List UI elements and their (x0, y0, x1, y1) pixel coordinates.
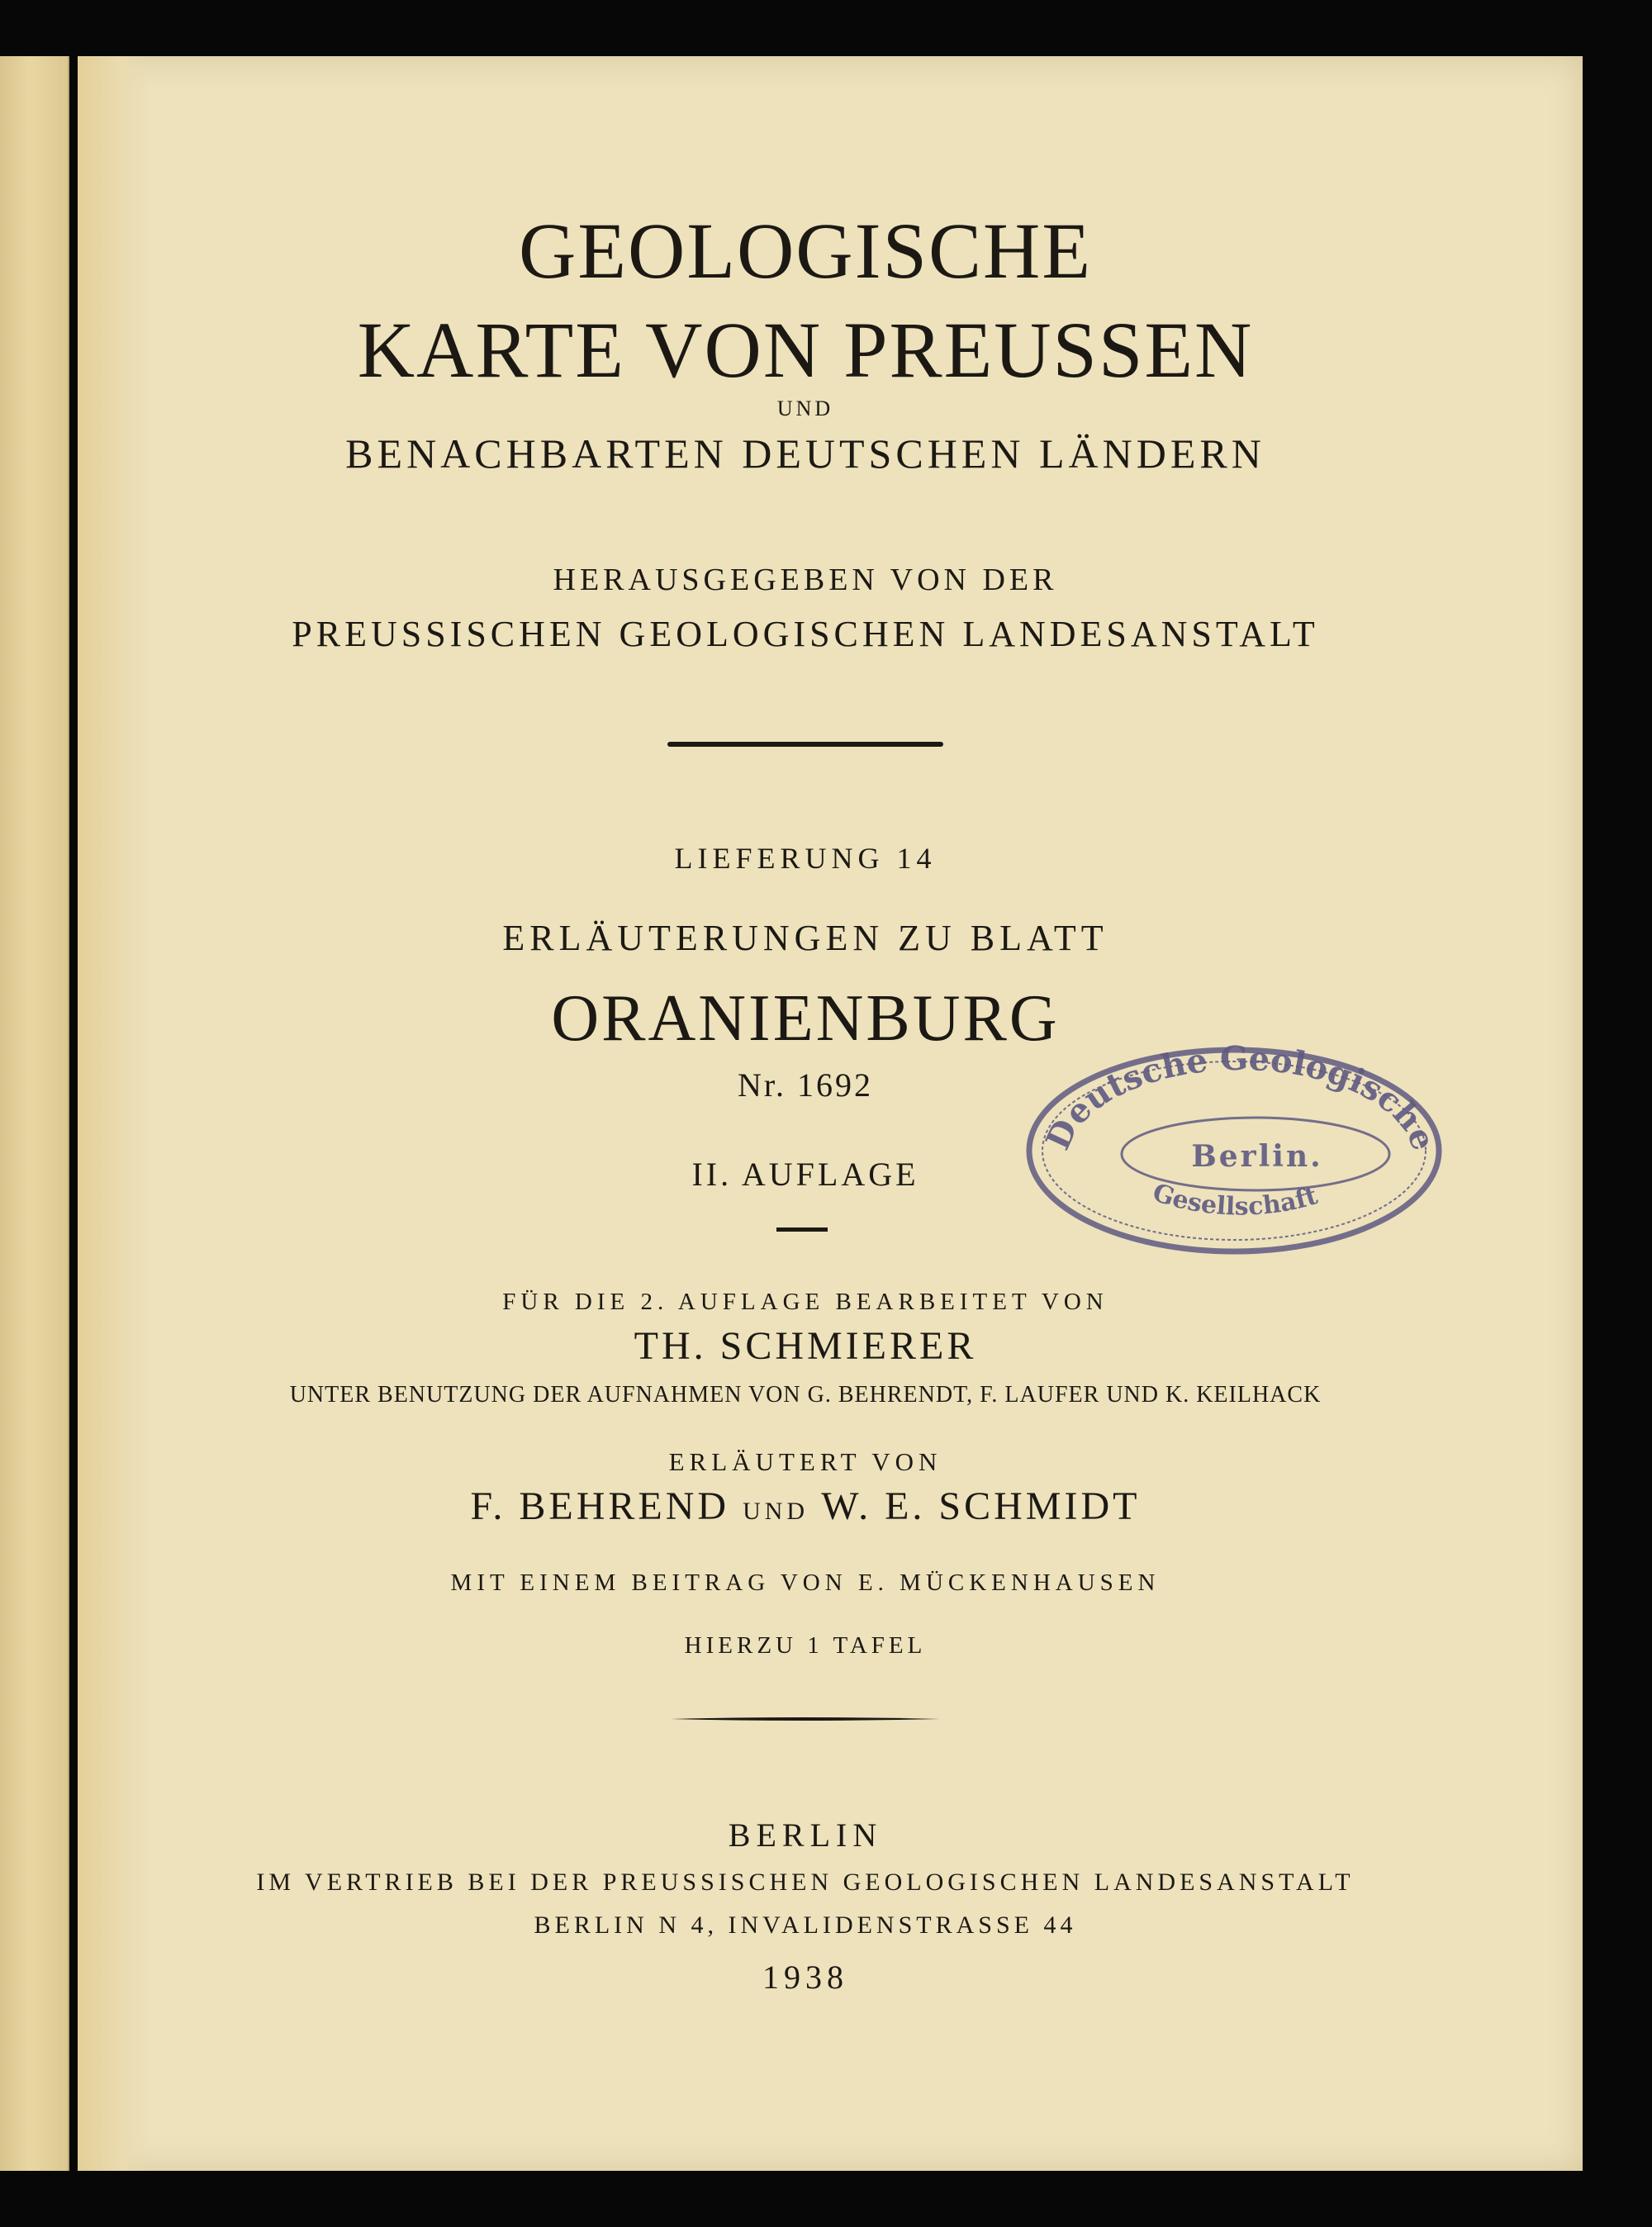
explained-by-label: ERLÄUTERT VON (668, 1447, 942, 1476)
series-title-line-1: GEOLOGISCHE (519, 207, 1092, 295)
series-title-connector: UND (776, 396, 834, 420)
series-title-line-2: KARTE VON PREUSSEN (357, 306, 1254, 394)
short-divider-rule (776, 1227, 828, 1232)
author-1: F. BEHREND (470, 1484, 730, 1528)
imprint-distribution: IM VERTRIEB BEI DER PREUSSISCHEN GEOLOGISCHEN LANDESANSTALT (256, 1868, 1355, 1896)
publisher-line-1: HERAUSGEGEBEN VON DER (553, 563, 1058, 597)
reviser-name: TH. SCHMIERER (634, 1324, 977, 1368)
stamp-bottom-text: Gesellschaft (1148, 1178, 1322, 1222)
library-stamp (1009, 1037, 1455, 1268)
plates-note: HIERZU 1 TAFEL (684, 1632, 927, 1659)
imprint-city: BERLIN (728, 1816, 883, 1854)
sheet-number: Nr. 1692 (738, 1066, 873, 1104)
publisher-line-2: PREUSSISCHEN GEOLOGISCHEN LANDESANSTALT (292, 614, 1319, 654)
svg-text:Gesellschaft (1149, 1178, 1321, 1222)
revised-for-label: FÜR DIE 2. AUFLAGE BEARBEITET VON (502, 1289, 1108, 1315)
section-divider-rule (667, 742, 943, 747)
author-connector: UND (743, 1498, 809, 1525)
stamp-center-text: Berlin. (1191, 1139, 1323, 1174)
ornamental-divider-rule (671, 1717, 940, 1721)
series-title-line-3: BENACHBARTEN DEUTSCHEN LÄNDERN (345, 430, 1265, 477)
explanations-heading: ERLÄUTERUNGEN ZU BLATT (502, 918, 1108, 958)
imprint-year: 1938 (762, 1959, 848, 1996)
survey-credits: UNTER BENUTZUNG DER AUFNAHMEN VON G. BEHRENDT, F. LAUFER UND K. KEILHACK (289, 1382, 1322, 1408)
authors-line (8, 1484, 1602, 1529)
svg-text:Deutsche Geologische (1038, 1039, 1443, 1156)
author-2: W. E. SCHMIDT (821, 1484, 1141, 1528)
edition: II. AUFLAGE (691, 1156, 919, 1193)
sheet-name: ORANIENBURG (551, 982, 1060, 1055)
imprint-address: BERLIN N 4, INVALIDENSTRASSE 44 (534, 1911, 1077, 1939)
issue-number: LIEFERUNG 14 (674, 842, 937, 875)
contribution-credit: MIT EINEM BEITRAG VON E. MÜCKENHAUSEN (450, 1569, 1161, 1596)
stamp-top-text: Deutsche Geologische (1038, 1038, 1444, 1156)
